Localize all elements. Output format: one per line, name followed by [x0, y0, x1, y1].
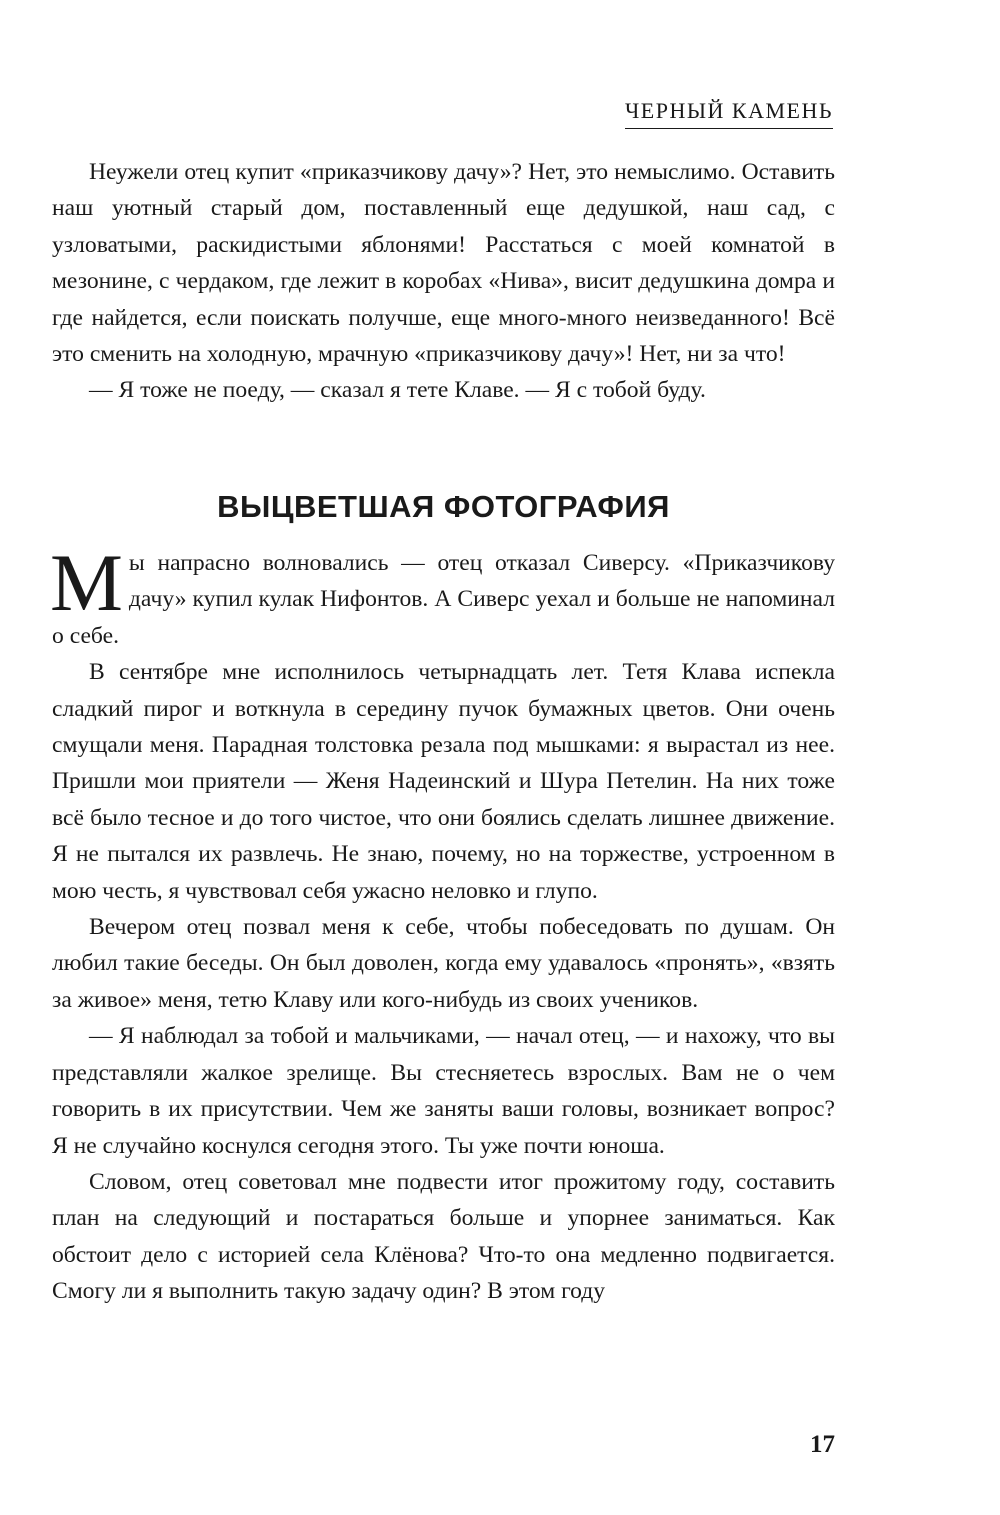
running-header-title: ЧЕРНЫЙ КАМЕНЬ	[625, 96, 833, 129]
first-paragraph	[50, 537, 835, 654]
paragraph: Словом, отец советовал мне подвести итог прожитому году, составить план на следующий и постараться больше и упорнее заниматься. Как обстоит дело с историей села Клёнова? Что-то она медленно подвигается. Смогу ли я выполнить такую задачу один? В этом году	[52, 1168, 835, 1305]
paragraph: Вечером отец позвал меня к себе, чтобы побеседовать по душам. Он любил такие беседы. Он был доволен, когда ему удавалось «пронять», «взять за живое» меня, тетю Клаву или кого-нибудь из своих учеников.	[52, 914, 835, 1013]
paragraph: В сентябре мне исполнилось четырнадцать лет. Тетя Клава испекла сладкий пирог и воткнула в середину пучок бумажных цветов. Они очень смущали меня. Парадная толстовка резала под мышками: я вырастал из нее. Пришли мои приятели — Женя Надеинский и Шура Петелин. На них тоже всё было тесное и до того чистое, что они боялись сделать лишнее движение. Я не пытался их развлечь. Не знаю, почему, но на торжестве, устроенном в мою честь, я чувствовал себя ужасно неловко и глупо.	[52, 659, 835, 904]
page-number: 17	[810, 1431, 835, 1458]
first-paragraph-text: ы напрасно волновались — отец отказал Сиверсу. «Приказчикову дачу» купил кулак Нифонтов. А Сиверс уехал и больше не напоминал о себе.	[52, 550, 835, 649]
chapter-title: ВЫЦВЕТШАЯ ФОТОГРАФИЯ	[217, 489, 670, 524]
text-block-top	[52, 154, 835, 409]
paragraph: — Я тоже не поеду, — сказал я тете Клаве. — Я с тобой буду.	[89, 377, 706, 404]
paragraph: Неужели отец купит «приказчикову дачу»? Нет, это немыслимо. Оставить наш уютный старый дом, поставленный еще дедушкой, наш сад, с узловатыми, раскидистыми яблонями! Расстаться с моей комнатой в мезонине, с чердаком, где лежит в коробах «Нива», висит дедушкина домра и где найдется, если поискать получше, еще много-много неизведанного! Всё это сменить на холодную, мрачную «приказчикову дачу»! Нет, ни за что!	[52, 159, 835, 368]
text-block-chapter	[50, 537, 835, 1310]
paragraph: — Я наблюдал за тобой и мальчиками, — начал отец, — и нахожу, что вы представляли жалкое зрелище. Вы стесняетесь взрослых. Вам не о чем говорить в их присутствии. Чем же заняты ваши головы, возникает вопрос? Я не случайно коснулся сегодня этого. Ты уже почти юноша.	[52, 1023, 835, 1159]
drop-cap: М	[50, 537, 123, 628]
